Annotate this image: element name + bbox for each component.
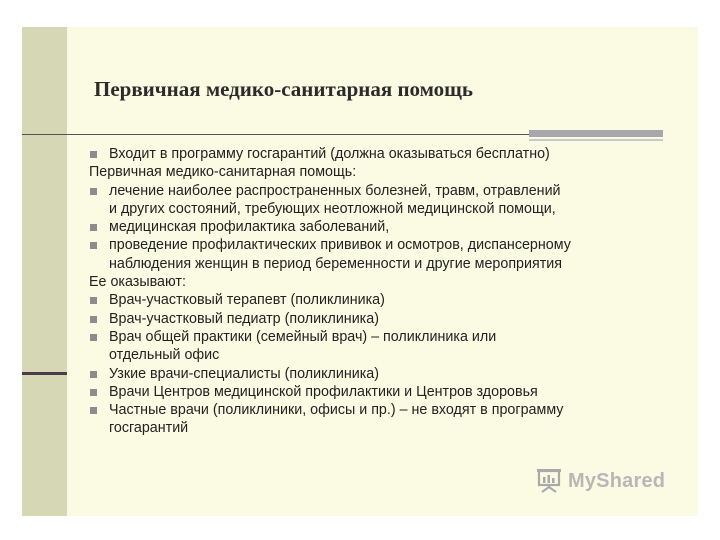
item-text: Врач общей практики (семейный врач) – поликлиника или [109,328,497,345]
side-bar [22,27,67,516]
slide-title: Первичная медико-санитарная помощь [94,77,474,101]
bullet-square-icon [90,389,97,396]
item-text: госгарантий [109,420,189,437]
bullet-item [89,310,689,328]
slide-content [89,145,689,438]
item-text: Врачи Центров медицинской профилактики и Центров здоровья [109,383,538,400]
bullet-item [89,401,689,419]
title-divider [22,134,607,135]
bullet-square-icon [90,334,97,341]
bullet-square-icon [90,224,97,231]
bullet-square-icon [90,297,97,304]
watermark-text: MyShared [568,469,666,492]
bullet-item [89,255,689,273]
item-text: Узкие врачи-специалисты (поликлиника) [109,365,379,382]
slide [22,27,698,516]
item-text: наблюдения женщин в период беременности и другие мероприятия [109,255,563,272]
bullet-item [89,200,689,218]
bullet-item [89,419,689,437]
item-text: Входит в программу госгарантий (должна оказываться бесплатно) [109,146,550,162]
item-text: медицинская профилактика заболеваний, [109,219,390,236]
bullet-item [89,346,689,364]
text-line [89,163,689,181]
text-line [89,273,689,291]
presentation-board-icon [536,468,562,494]
bullet-item [89,236,689,254]
bullet-square-icon [90,371,97,378]
watermark-logo [536,467,665,495]
bullet-item [89,145,689,163]
bullet-square-icon [90,188,97,195]
bullet-square-icon [90,151,97,158]
accent-bar-lower [529,139,663,141]
item-text: отдельный офис [109,347,220,364]
bullet-item [89,365,689,383]
item-text: и других состояний, требующих неотложной медицинской помощи, [109,200,556,217]
item-text: Первичная медико-санитарная помощь: [89,164,357,181]
item-text: проведение профилактических прививок и осмотров, диспансерному [109,237,571,254]
item-text: лечение наиболее распространенных болезней, травм, отравлений [109,182,561,199]
item-text: Врач-участковый терапевт (поликлиника) [109,292,385,309]
accent-bar [529,130,663,137]
item-text: Врач-участковый педиатр (поликлиника) [109,310,379,327]
bullet-square-icon [90,407,97,414]
bullet-item [89,218,689,236]
bullet-item [89,383,689,401]
bullet-item [89,291,689,309]
bullet-item [89,182,689,200]
bullet-item [89,328,689,346]
side-accent-line [22,372,67,375]
item-text: Ее оказывают: [89,274,186,291]
item-text: Частные врачи (поликлиники, офисы и пр.) – не входят в программу [109,402,564,419]
bullet-square-icon [90,242,97,249]
bullet-square-icon [90,316,97,323]
